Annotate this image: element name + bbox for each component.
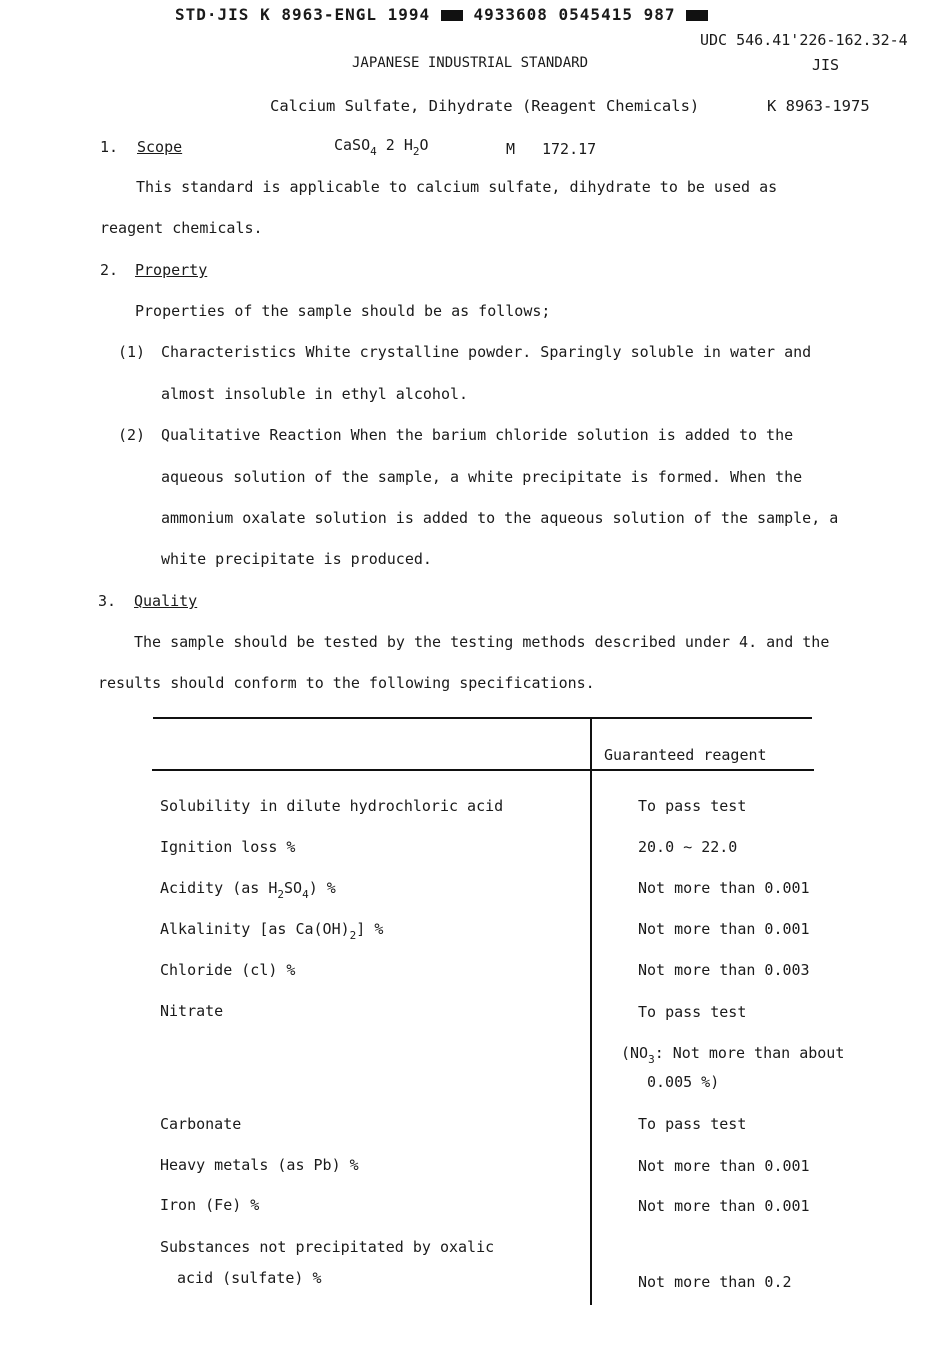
row-alkalinity-spec: Not more than 0.001: [638, 920, 810, 938]
row-oxalic-item-line-1: Substances not precipitated by oxalic: [160, 1238, 495, 1256]
item-2-line-4: white precipitate is produced.: [161, 550, 432, 568]
redaction-bar: [686, 10, 708, 21]
quality-text-line-1: The sample should be tested by the testing methods described under 4. and the: [134, 633, 830, 651]
row-ignition-spec: 20.0 ∼ 22.0: [638, 838, 738, 856]
row-nitrate-spec: To pass test: [638, 1003, 747, 1021]
section-1-number: 1.: [100, 138, 119, 156]
row-nitrate-item: Nitrate: [160, 1002, 224, 1020]
row-acidity-item: Acidity (as $H_2SO_4$) %: [160, 879, 336, 901]
item-1-number: (1): [118, 343, 146, 361]
property-intro: Properties of the sample should be as follows;: [135, 302, 551, 320]
redaction-bar: [441, 10, 463, 21]
chemical-formula: CaSO$_4$ 2 $H_2O$: [334, 136, 429, 158]
molar-mass-value: 172.17: [542, 140, 597, 158]
row-iron-spec: Not more than 0.001: [638, 1197, 810, 1215]
row-oxalic-item-line-2: acid (sulfate) %: [177, 1269, 322, 1287]
section-1-heading: Scope: [137, 138, 183, 156]
row-carbonate-spec: To pass test: [638, 1115, 747, 1133]
table-top-rule: [153, 717, 812, 719]
quality-text-line-2: results should conform to the following specifications.: [98, 674, 595, 692]
row-nitrate-note: ($NO_3$: Not more than about: [621, 1044, 845, 1066]
item-2-number: (2): [118, 426, 146, 444]
row-oxalic-spec: Not more than 0.2: [638, 1273, 792, 1291]
std-code-part-b: 4933608 0545415 987: [473, 5, 676, 24]
row-nitrate-note-cont: 0.005 %): [647, 1073, 720, 1091]
row-alkalinity-item: Alkalinity [as $Ca(OH)_2$] %: [160, 920, 384, 942]
section-2-number: 2.: [100, 261, 119, 279]
item-1-line-2: almost insoluble in ethyl alcohol.: [161, 385, 469, 403]
section-3-number: 3.: [98, 592, 117, 610]
standard-number: K 8963-1975: [767, 97, 870, 115]
udc-code: UDC 546.41'226-162.32-4: [700, 31, 908, 49]
row-ignition-item: Ignition loss %: [160, 838, 296, 856]
row-chloride-spec: Not more than 0.003: [638, 961, 810, 979]
row-heavy-metals-item: Heavy metals (as Pb) %: [160, 1156, 359, 1174]
row-heavy-metals-spec: Not more than 0.001: [638, 1157, 810, 1175]
molar-mass-label: M: [506, 140, 516, 158]
section-3-heading: Quality: [134, 592, 198, 610]
document-title: Calcium Sulfate, Dihydrate (Reagent Chemicals): [270, 97, 700, 115]
header-std-code: [175, 5, 708, 24]
table-column-header: Guaranteed reagent: [604, 746, 767, 764]
row-chloride-item: Chloride (cl) %: [160, 961, 296, 979]
row-iron-item: Iron (Fe) %: [160, 1196, 260, 1214]
scope-text-line-1: This standard is applicable to calcium sulfate, dihydrate to be used as: [136, 178, 778, 196]
item-2-line-1: Qualitative Reaction When the barium chloride solution is added to the: [161, 426, 794, 444]
jis-label: JIS: [812, 56, 840, 74]
row-solubility-spec: To pass test: [638, 797, 747, 815]
org-title: JAPANESE INDUSTRIAL STANDARD: [352, 55, 589, 71]
row-carbonate-item: Carbonate: [160, 1115, 242, 1133]
std-code-part-a: STD·JIS K 8963-ENGL 1994: [175, 5, 431, 24]
table-header-rule: [152, 769, 814, 771]
scope-text-line-2: reagent chemicals.: [100, 219, 263, 237]
row-solubility-item: Solubility in dilute hydrochloric acid: [160, 797, 504, 815]
table-column-divider: [590, 719, 592, 1305]
section-2-heading: Property: [135, 261, 208, 279]
row-acidity-spec: Not more than 0.001: [638, 879, 810, 897]
item-1-line-1: Characteristics White crystalline powder. Sparingly soluble in water and: [161, 343, 812, 361]
item-2-line-3: ammonium oxalate solution is added to the aqueous solution of the sample, a: [161, 509, 839, 527]
item-2-line-2: aqueous solution of the sample, a white precipitate is formed. When the: [161, 468, 803, 486]
